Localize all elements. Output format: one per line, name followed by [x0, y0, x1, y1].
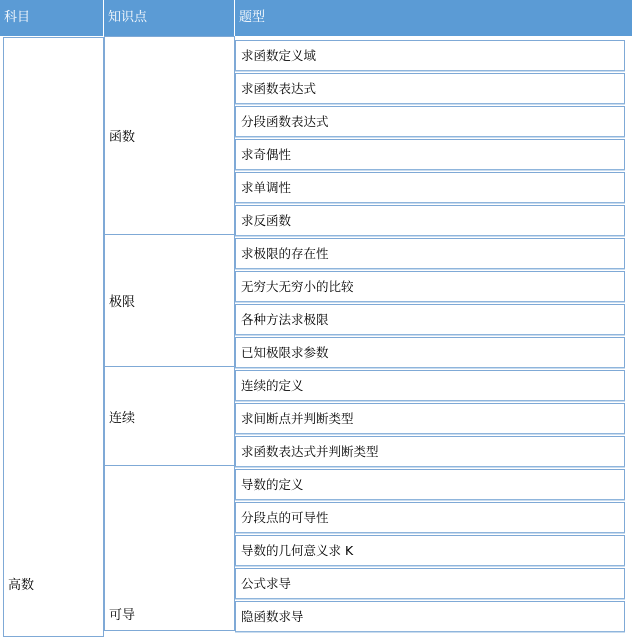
header-subject: 科目 — [0, 0, 103, 36]
topic-label: 极限 — [109, 295, 136, 310]
question-row: 导数的几何意义求 K — [235, 535, 625, 566]
question-row: 导数的定义 — [235, 469, 625, 500]
question-row: 求函数表达式 — [235, 73, 625, 104]
topic-cell — [104, 366, 235, 466]
question-row: 各种方法求极限 — [235, 304, 625, 335]
question-row: 无穷大无穷小的比较 — [235, 271, 625, 302]
question-row: 求函数定义域 — [235, 40, 625, 71]
subject-label: 高数 — [8, 578, 35, 593]
header-question-type: 题型 — [235, 0, 632, 36]
topic-cell — [104, 36, 235, 235]
question-row: 连续的定义 — [235, 370, 625, 401]
question-row: 分段函数表达式 — [235, 106, 625, 137]
topic-cell — [104, 465, 235, 631]
subject-cell — [3, 37, 104, 637]
question-row: 求极限的存在性 — [235, 238, 625, 269]
question-row: 公式求导 — [235, 568, 625, 599]
topic-label: 可导 — [109, 608, 136, 623]
question-row: 求反函数 — [235, 205, 625, 236]
question-row: 求函数表达式并判断类型 — [235, 436, 625, 467]
question-row: 求间断点并判断类型 — [235, 403, 625, 434]
topic-label: 函数 — [109, 130, 136, 145]
question-row: 求单调性 — [235, 172, 625, 203]
topic-cell — [104, 234, 235, 367]
question-row: 隐函数求导 — [235, 601, 625, 632]
question-row: 已知极限求参数 — [235, 337, 625, 368]
question-row: 求奇偶性 — [235, 139, 625, 170]
header-topic: 知识点 — [104, 0, 234, 36]
question-row: 分段点的可导性 — [235, 502, 625, 533]
topic-label: 连续 — [109, 411, 136, 426]
